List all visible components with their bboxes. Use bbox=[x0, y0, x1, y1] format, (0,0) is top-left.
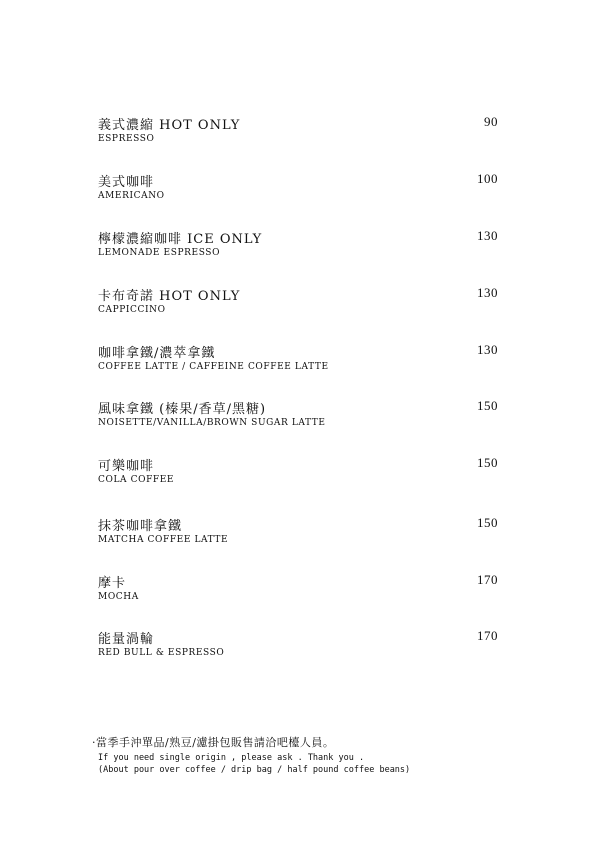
footer-note bbox=[92, 734, 542, 776]
item-name-zh: 能量渦輪 bbox=[98, 632, 155, 647]
item-name-zh: 風味拿鐵 (榛果/香草/黑糖) bbox=[98, 402, 267, 417]
item-name-en: MATCHA COFFEE LATTE bbox=[98, 535, 229, 545]
item-name-zh: 可樂咖啡 bbox=[98, 459, 155, 474]
note-line-en: If you need single origin , please ask . Thank you . bbox=[98, 753, 365, 763]
item-price: 170 bbox=[477, 628, 498, 643]
item-name-en: COLA COFFEE bbox=[98, 475, 175, 485]
item-name-zh: 義式濃縮 HOT ONLY bbox=[98, 118, 241, 133]
item-name-en: MOCHA bbox=[98, 592, 139, 602]
item-name-zh: 咖啡拿鐵/濃萃拿鐵 bbox=[98, 346, 216, 361]
item-price: 170 bbox=[477, 572, 498, 587]
item-price: 150 bbox=[477, 455, 498, 470]
item-name-en: NOISETTE/VANILLA/BROWN SUGAR LATTE bbox=[98, 418, 326, 428]
item-name-zh: 摩卡 bbox=[98, 576, 127, 591]
item-name-en: ESPRESSO bbox=[98, 134, 155, 144]
item-name-en: LEMONADE ESPRESSO bbox=[98, 248, 221, 258]
note-line-zh: ·當季手沖單品/熟豆/濾掛包販售請洽吧檯人員。 bbox=[92, 736, 335, 749]
item-price: 130 bbox=[477, 285, 498, 300]
item-name-en: RED BULL & ESPRESSO bbox=[98, 648, 225, 658]
item-price: 130 bbox=[477, 228, 498, 243]
item-name-zh: 抹茶咖啡拿鐵 bbox=[98, 519, 183, 534]
item-price: 90 bbox=[484, 114, 498, 129]
item-name-zh: 美式咖啡 bbox=[98, 175, 155, 190]
item-name-zh: 檸檬濃縮咖啡 ICE ONLY bbox=[98, 232, 263, 247]
item-name-en: CAPPICCINO bbox=[98, 305, 166, 315]
item-name-zh: 卡布奇諾 HOT ONLY bbox=[98, 289, 241, 304]
item-price: 100 bbox=[477, 171, 498, 186]
note-line-en-detail: (About pour over coffee / drip bag / half pound coffee beans) bbox=[98, 765, 411, 775]
item-price: 150 bbox=[477, 515, 498, 530]
item-name-en: AMERICANO bbox=[98, 191, 165, 201]
item-price: 150 bbox=[477, 398, 498, 413]
item-price: 130 bbox=[477, 342, 498, 357]
item-name-en: COFFEE LATTE / CAFFEINE COFFEE LATTE bbox=[98, 362, 329, 372]
